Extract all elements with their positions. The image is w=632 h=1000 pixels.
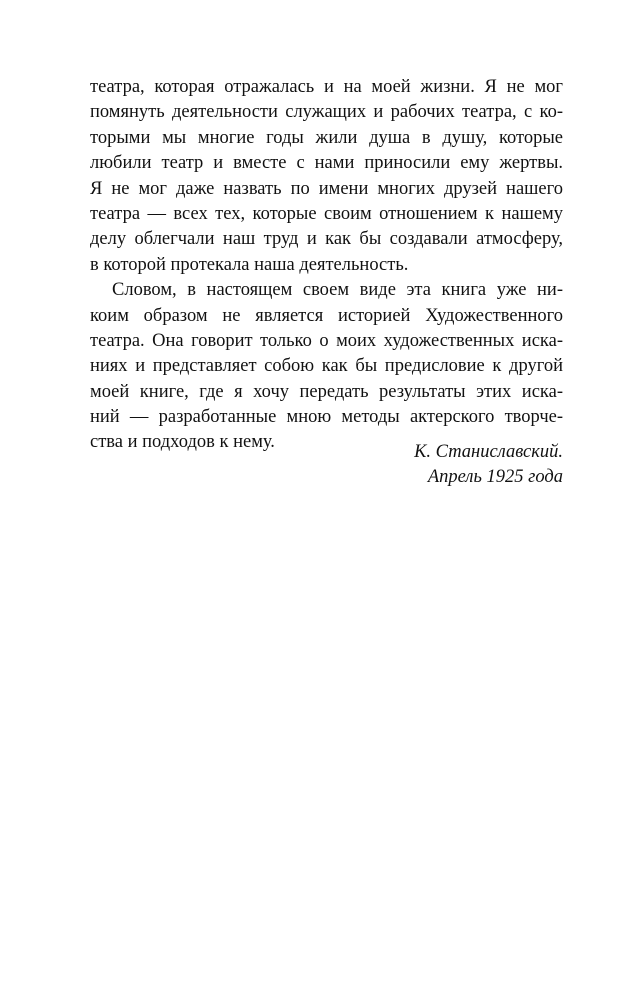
text-line: любили театр и вместе с нами приносили ему жертвы. (90, 153, 563, 174)
text-line: ниях и представляет собою как бы предисловие к другой (90, 356, 563, 377)
text-line: театра, которая отражалась и на моей жизни. Я не мог (90, 77, 563, 97)
body-text (90, 75, 563, 456)
signature-block (414, 440, 563, 491)
text-line: моей книге, где я хочу передать результаты этих иска- (90, 381, 563, 402)
text-line: коим образом не является историей Художественного (90, 305, 563, 326)
text-line: Словом, в настоящем своем виде эта книга уже ни- (112, 280, 563, 301)
text-line: ний — разработанные мною методы актерского творче- (90, 407, 563, 428)
text-line: Я не мог даже назвать по имени многих друзей нашего (90, 178, 563, 199)
text-line: помянуть деятельности служащих и рабочих театра, с ко- (90, 102, 563, 123)
signature-date: Апрель 1925 года (427, 467, 563, 488)
text-line: ства и подходов к нему. (90, 432, 275, 453)
text-line: театра — всех тех, которые своим отношением к нашему (90, 203, 563, 224)
text-line: театра. Она говорит только о моих художественных иска- (90, 330, 563, 351)
text-line: в которой протекала наша деятельность. (90, 254, 409, 275)
signature-author: К. Станиславский. (414, 442, 563, 462)
text-line: делу облегчали наш труд и как бы создавали атмосферу, (90, 229, 563, 250)
text-line: торыми мы многие годы жили душа в душу, которые (90, 127, 563, 148)
